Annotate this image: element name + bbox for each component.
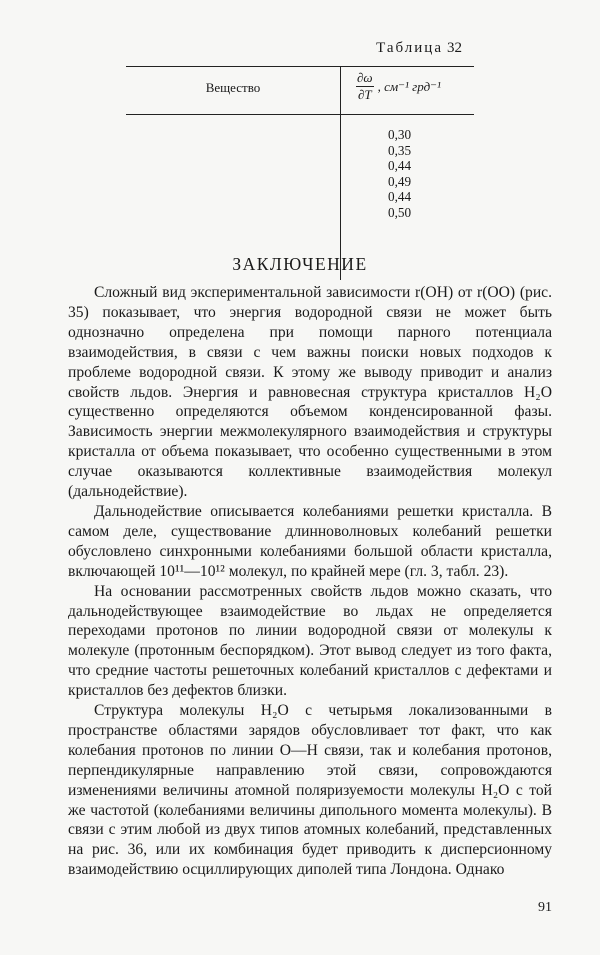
table-rows xyxy=(126,127,474,220)
derivative-denominator: ∂T xyxy=(357,87,372,102)
table-top-rule xyxy=(126,66,474,67)
row-value: 0,50 xyxy=(388,204,412,220)
column-header-derivative xyxy=(356,70,441,103)
row-value: 0,35 xyxy=(388,142,412,158)
section-heading: ЗАКЛЮЧЕНИЕ xyxy=(232,254,368,274)
table-header-rule xyxy=(126,114,474,115)
row-value: 0,44 xyxy=(388,158,412,173)
table-caption xyxy=(376,40,462,57)
paragraph: Сложный вид экспериментальной зависимости r(ОН) от r(ОО) (рис. 35) показывает, что энергия водородной связи не может быть однозначно определена при помощи парного потенциала взаимодействия, в связи с чем важны поиски новых подходов к проблеме водородной связи. К этому же выводу приводит и анализ свойств льдов. Энергия и равновесная структура кристаллов H₂O существенно определяются объемом конденсированной фазы. Зависимость энергии межмолекулярного взаимодействия и структуры кристалла от объема показывает, что особенно существенными в этом случае оказываются коллективные взаимодействия молекул (дальнодействие). xyxy=(68,284,552,501)
paragraph: Дальнодействие описывается колебаниями решетки кристалла. В самом деле, существование длинноволновых колебаний решетки обусловлено синхронными колебаниями большой области кристалла, включающей 10¹¹—10¹² молекул, по крайней мере (гл. 3, табл. 23). xyxy=(68,502,552,580)
derivative-numerator: ∂ω xyxy=(357,70,373,85)
table-row xyxy=(126,127,474,143)
paragraph: На основании рассмотренных свойств льдов можно сказать, что дальнодействующее взаимодействие во льдах не определяется переходами протонов по линии водородной связи от молекулы к молекуле (протонным беспорядком). Этот вывод следует из того факта, что средние частоты решеточных колебаний кристаллов с дефектами и кристаллов без дефектов близки. xyxy=(68,582,552,700)
table-caption-number: 32 xyxy=(447,40,462,56)
table-caption-word: Таблица xyxy=(376,40,443,56)
table-row xyxy=(126,205,474,221)
row-value: 0,44 xyxy=(388,189,412,204)
table-row xyxy=(126,158,474,174)
table-row xyxy=(126,174,474,190)
paragraph: Структура молекулы H₂O с четырьмя локализованными в пространстве областями зарядов обусловливает тот факт, что как колебания протонов по линии О—Н связи, так и колебания протонов, перпендикулярные направлению этой связи, сопровождаются изменениями величины атомной поляризуемости молекулы H₂O с той же частотой (колебаниями величины дипольного момента молекулы). В связи с этим любой из двух типов атомных колебаний, представленных на рис. 36, или их комбинация будет приводить к дисперсионному взаимодействию осциллирующих диполей типа Лондона. Однако xyxy=(68,702,552,879)
column-header-substance: Вещество xyxy=(205,80,261,95)
row-value: 0,49 xyxy=(388,173,412,189)
page-number: 91 xyxy=(538,900,552,915)
body-text xyxy=(68,283,552,880)
table-row xyxy=(126,189,474,205)
derivative-unit: , см⁻¹ грд⁻¹ xyxy=(377,78,441,94)
table-header-divider xyxy=(340,66,341,114)
table-row xyxy=(126,143,474,159)
row-value: 0,30 xyxy=(388,127,412,142)
derivative-fraction xyxy=(356,70,374,103)
